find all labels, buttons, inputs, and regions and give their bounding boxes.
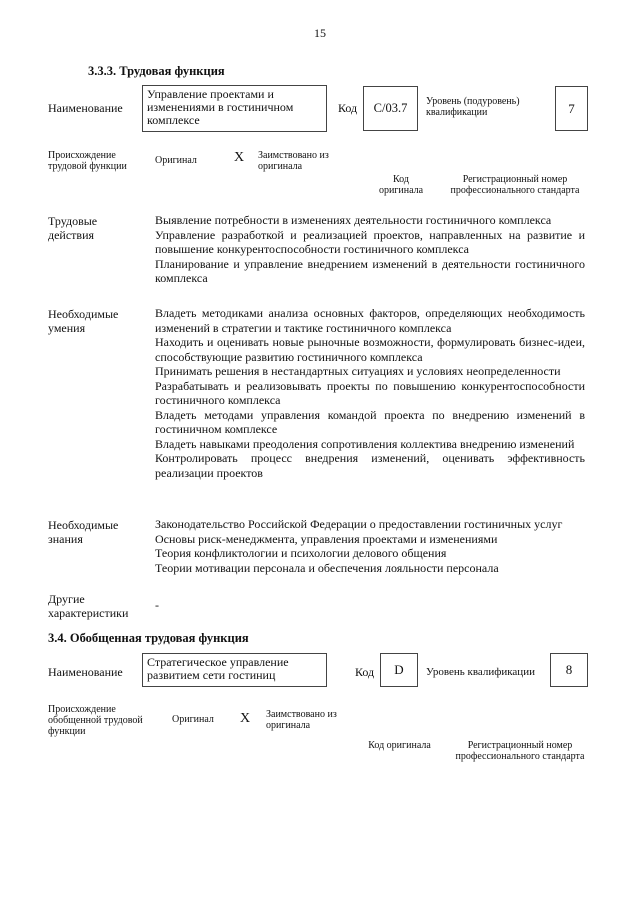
row-label-labor-actions: Трудовые действия	[48, 214, 98, 242]
list-item: Выявление потребности в изменениях деятельности гостиничного комплекса	[155, 213, 552, 227]
borrowed-label: Заимствовано из оригинала	[258, 150, 329, 172]
row-label-other: Другие характеристики	[48, 592, 129, 620]
list-item: Законодательство Российской Федерации о предоставлении гостиничных услуг	[155, 517, 563, 531]
original-label: Оригинал	[155, 155, 197, 166]
section-title-3-4: 3.4. Обобщенная трудовая функция	[48, 631, 249, 645]
code-value-box-2: D	[380, 653, 418, 687]
section-title-3-3-3: 3.3.3. Трудовая функция	[88, 64, 225, 78]
page-number: 15	[314, 26, 326, 40]
function-name-box: Управление проектами и изменениями в гостиничном комплексе	[142, 85, 327, 132]
row-knowledge	[155, 517, 585, 575]
list-item: Теория конфликтологии и психологии делового общения	[155, 546, 447, 560]
list-item: Контролировать процесс внедрения изменений, оценивать эффективность реализации проектов	[155, 451, 585, 480]
row-label-knowledge: Необходимые знания	[48, 518, 119, 546]
level-label-2: Уровень квалификации	[426, 666, 535, 678]
original-label-2: Оригинал	[172, 714, 214, 725]
row-labor-actions	[155, 213, 585, 286]
name-label: Наименование	[48, 101, 123, 115]
reg-number-label-2: Регистрационный номер профессионального стандарта	[455, 740, 585, 762]
list-item: Управление разработкой и реализацией проектов, направленных на развитие и повышение конкурентоспособности гостиничного комплекса	[155, 227, 585, 256]
code-label-2: Код	[355, 665, 375, 679]
list-item: Владеть методиками анализа основных факторов, определяющих необходимость изменений в стратегии и тактике гостиничного комплекса	[155, 306, 585, 335]
code-label: Код	[338, 101, 358, 115]
list-item: Владеть навыками преодоления сопротивления коллектива внедрению изменений	[155, 436, 575, 451]
list-item: -	[155, 598, 159, 612]
original-mark-2: X	[240, 711, 251, 726]
code-original-label: Код оригинала	[378, 174, 424, 196]
borrowed-label-2: Заимствовано из оригинала	[266, 709, 337, 731]
row-other	[155, 598, 585, 613]
row-label-skills: Необходимые умения	[48, 307, 119, 335]
list-item: Владеть методами управления командой проекта по внедрению изменений в гостиничном комплексе	[155, 407, 585, 436]
list-item: Теории мотивации персонала и обеспечения лояльности персонала	[155, 560, 499, 575]
level-value-box: 7	[555, 86, 588, 131]
origin-label: Происхождение трудовой функции	[48, 150, 127, 172]
list-item: Основы риск-менеджмента, управления проектами и изменениями	[155, 531, 498, 546]
generalized-function-name-box: Стратегическое управление развитием сети гостиниц	[142, 653, 327, 687]
reg-number-label: Регистрационный номер профессионального стандарта	[450, 174, 580, 196]
list-item: Разрабатывать и реализовывать проекты по повышению конкурентоспособности гостиничного комплекса	[155, 378, 585, 407]
level-value-box-2: 8	[550, 653, 588, 687]
name-label-2: Наименование	[48, 665, 123, 679]
row-skills	[155, 306, 585, 480]
original-mark: X	[234, 150, 245, 165]
origin-label-2: Происхождение обобщенной трудовой функции	[48, 704, 143, 737]
code-value-box: C/03.7	[363, 86, 418, 131]
level-label: Уровень (подуровень) квалификации	[426, 96, 520, 118]
list-item: Находить и оценивать новые рыночные возможности, формулировать бизнес-идеи, способствующие развитию гостиничного комплекса	[155, 335, 585, 364]
code-original-label-2: Код оригинала	[368, 740, 431, 751]
list-item: Принимать решения в нестандартных ситуациях и условиях неопределенности	[155, 364, 561, 378]
list-item: Планирование и управление внедрением изменений в деятельности гостиничного комплекса	[155, 256, 585, 285]
